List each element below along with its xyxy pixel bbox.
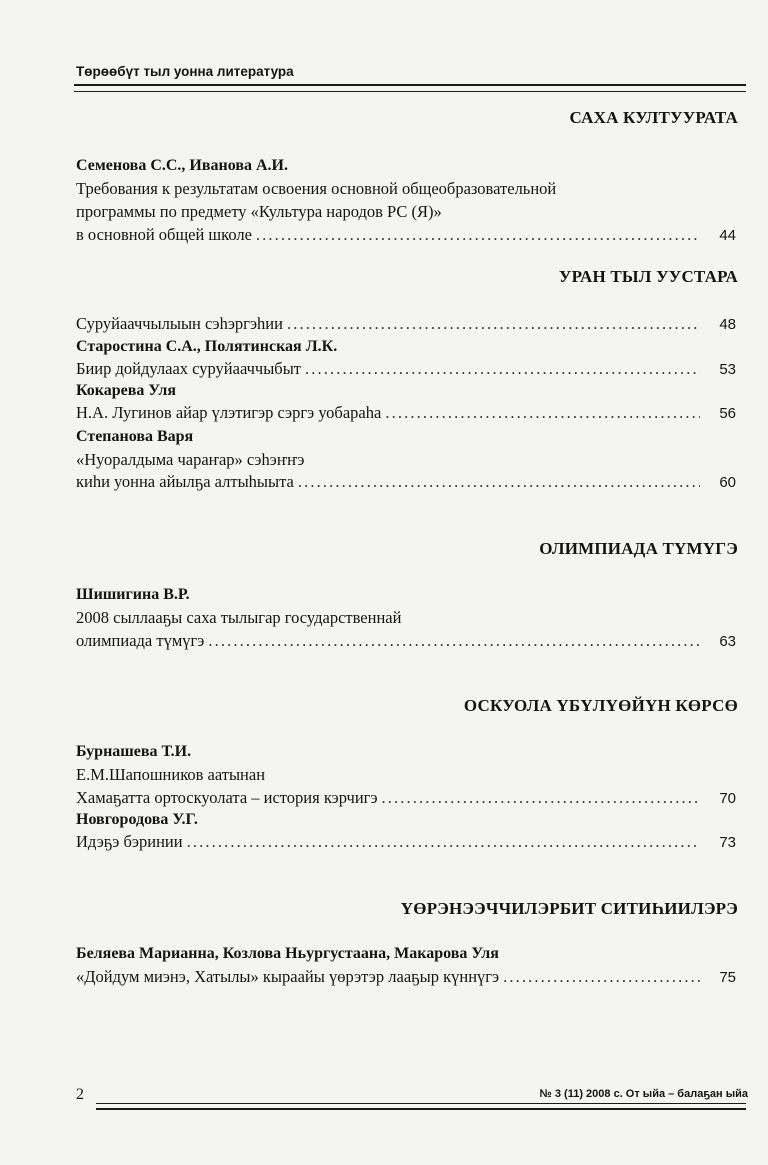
header-rule [74, 84, 746, 92]
page-number: 75 [719, 969, 736, 986]
section-title-uran-tyl-uustara: УРАН ТЫЛ УУСТАРА [558, 267, 738, 286]
toc-entry[interactable] [76, 471, 736, 494]
author-name: Бурнашева Т.И. [76, 743, 192, 760]
toc-entry-title: «Дойдум миэнэ, Хатылы» кыраайы үөрэтэр лааҕыр күннүгэ [76, 967, 500, 986]
toc-entry[interactable] [76, 402, 736, 425]
article-title-line: «Нуоралдыма чараҥар» сэһэҥҥэ [76, 450, 305, 469]
toc-entry[interactable] [76, 787, 736, 810]
dot-leader [305, 358, 700, 380]
author-name: Семенова С.С., Иванова А.И. [76, 157, 288, 174]
toc-entry-title: в основной общей школе [76, 225, 252, 244]
page-number: 48 [719, 316, 736, 333]
page-number: 60 [719, 474, 736, 491]
dot-leader [382, 787, 700, 809]
toc-entry-title: Суруйааччылыын сэһэргэһии [76, 314, 283, 333]
section-title-olimpiada-tumuge: ОЛИМПИАДА ТҮМҮГЭ [539, 539, 738, 558]
footer-issue: № 3 (11) 2008 с. От ыйа – балаҕан ыйа [539, 1088, 748, 1100]
toc-entry[interactable] [76, 224, 736, 247]
page-number: 53 [719, 361, 736, 378]
dot-leader [503, 966, 700, 988]
footer-rule [96, 1103, 746, 1110]
toc-entry-title: Хамаҕатта ортоскуолата – история кэрчигэ [76, 788, 378, 807]
toc-entry-title: Н.А. Лугинов айар үлэтигэр сэргэ уобараһа [76, 403, 382, 422]
dot-leader [187, 831, 700, 853]
article-title-line: программы по предмету «Культура народов РС (Я)» [76, 202, 442, 221]
dot-leader [287, 313, 700, 335]
toc-entry-title: киһи уонна айылҕа алтыһыыта [76, 472, 294, 491]
author-name: Старостина С.А., Полятинская Л.К. [76, 338, 338, 355]
toc-entry-title: Идэҕэ бэринии [76, 832, 183, 851]
toc-entry[interactable] [76, 313, 736, 336]
page-number: 73 [719, 834, 736, 851]
dot-leader [256, 224, 700, 246]
dot-leader [208, 630, 700, 652]
toc-entry[interactable] [76, 630, 736, 653]
author-name: Степанова Варя [76, 428, 194, 445]
article-title-line: 2008 сыллааҕы саха тылыгар государственнай [76, 608, 402, 627]
footer-page-number: 2 [76, 1086, 84, 1103]
section-title-saha-kultuurata: САХА КУЛТУУРАТА [569, 108, 738, 127]
toc-entry[interactable] [76, 831, 736, 854]
author-name: Новгородова У.Г. [76, 811, 198, 828]
toc-entry-title: олимпиада түмүгэ [76, 631, 205, 650]
article-title-line: Требования к результатам освоения основной общеобразовательной [76, 179, 557, 198]
page-number: 44 [719, 227, 736, 244]
author-name: Шишигина В.Р. [76, 586, 190, 603]
toc-entry[interactable] [76, 966, 736, 989]
author-name: Беляева Марианна, Козлова Ньургустаана, Макарова Уля [76, 945, 499, 962]
page-number: 56 [719, 405, 736, 422]
dot-leader [385, 402, 700, 424]
page-number: 63 [719, 633, 736, 650]
journal-header: Төрөөбүт тыл уонна литература [76, 64, 294, 79]
toc-entry-title: Биир дойдулаах суруйааччыбыт [76, 359, 301, 378]
toc-entry[interactable] [76, 358, 736, 381]
section-title-oskuola-ubuluoyun-korso: ОСКУОЛА ҮБҮЛҮӨЙҮН КӨРСӨ [463, 696, 738, 715]
author-name: Кокарева Уля [76, 382, 176, 399]
dot-leader [298, 471, 700, 493]
page-number: 70 [719, 790, 736, 807]
section-title-uorenneechchilerbit-sitihiilere: ҮӨРЭНЭЭЧЧИЛЭРБИТ СИТИҺИИЛЭРЭ [400, 899, 738, 918]
article-title-line: Е.М.Шапошников аатынан [76, 765, 266, 784]
